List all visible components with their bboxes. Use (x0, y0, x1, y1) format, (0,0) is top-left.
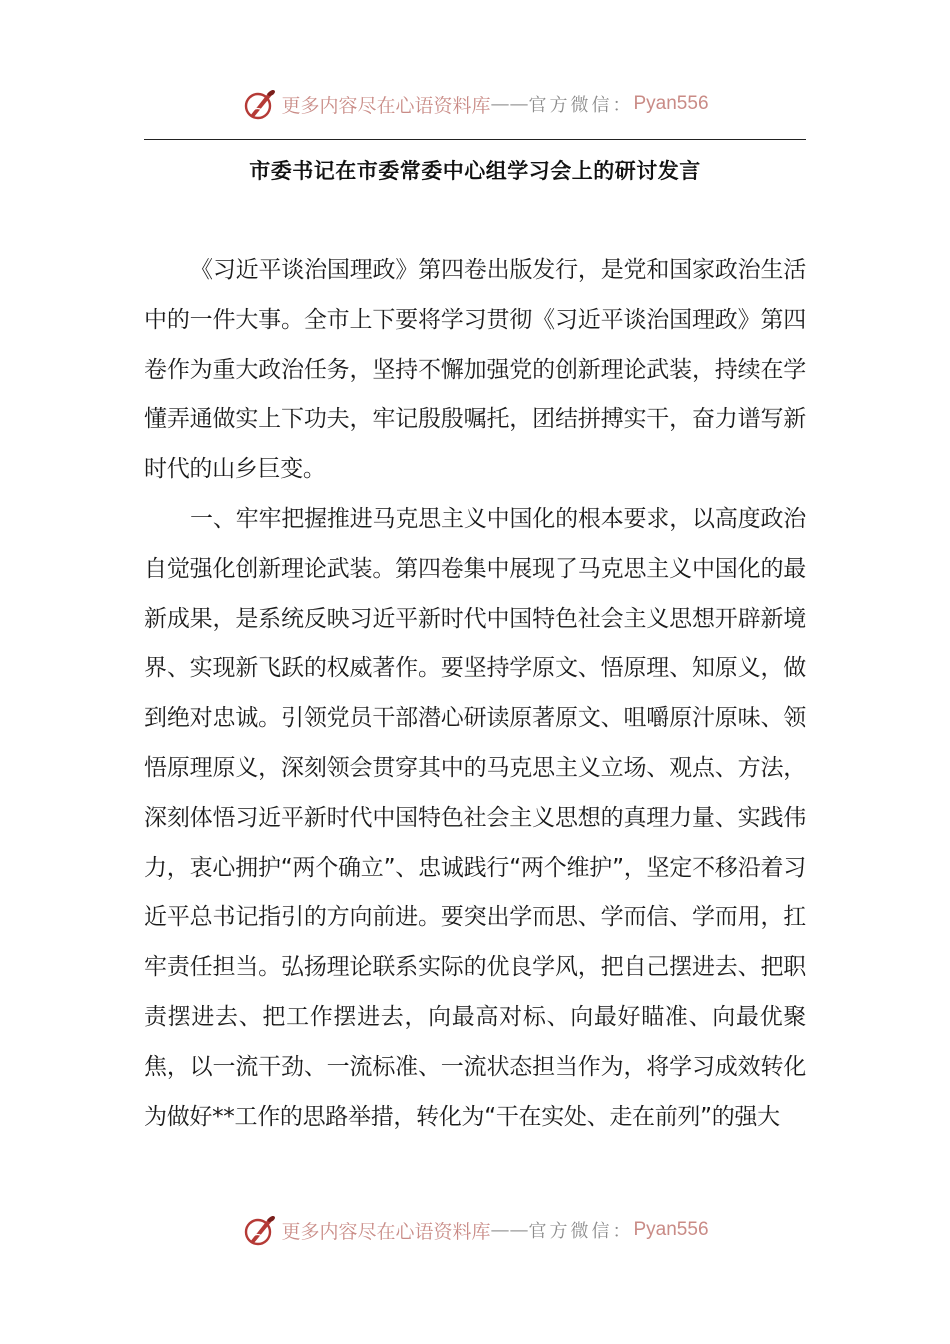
paragraph-section-one: 一、牢牢把握推进马克思主义中国化的根本要求，以高度政治自觉强化创新理论武装。第四卷集中展现了马克思主义中国化的最新成果，是系统反映习近平新时代中国特色社会主义思想开辟新境界、实现新飞跃的权威著作。要坚持学原文、悟原理、知原义，做到绝对忠诚。引领党员干部潜心研读原著原文、咀嚼原汁原味、领悟原理原义，深刻领会贯穿其中的马克思主义立场、观点、方法，深刻体悟习近平新时代中国特色社会主义思想的真理力量、实践伟力，衷心拥护“两个确立”、忠诚践行“两个维护”，坚定不移沿着习近平总书记指引的方向前进。要突出学而思、学而信、学而用，扛牢责任担当。弘扬理论联系实际的优良学风，把自己摆进去、把职责摆进去、把工作摆进去，向最高对标、向最好瞄准、向最优聚焦，以一流干劲、一流标准、一流状态担当作为，将学习成效转化为做好**工作的思路举措，转化为“干在实处、走在前列”的强大 (144, 505, 806, 1130)
banner-subtitle: 官方微信： (528, 95, 634, 116)
header-divider (144, 139, 806, 140)
footer-banner (0, 1208, 950, 1252)
header-banner (0, 82, 950, 126)
banner-wechat-id: Pyan556 (633, 1219, 709, 1240)
banner-wechat-id: Pyan556 (633, 93, 709, 114)
document-title: 市委书记在市委常委中心组学习会上的研讨发言 (249, 159, 701, 183)
document-body (144, 246, 806, 1142)
banner-text: 更多内容尽在心语资料库 (281, 1220, 491, 1243)
banner-separator: —— (490, 93, 529, 115)
banner-subtitle: 官方微信： (528, 1221, 634, 1242)
quill-logo-icon (241, 86, 277, 122)
banner-text: 更多内容尽在心语资料库 (281, 94, 491, 117)
quill-logo-icon (241, 1212, 277, 1248)
paragraph-intro: 《习近平谈治国理政》第四卷出版发行，是党和国家政治生活中的一件大事。全市上下要将学习贯彻《习近平谈治国理政》第四卷作为重大政治任务，坚持不懈加强党的创新理论武装，持续在学懂弄通做实上下功夫，牢记殷殷嘱托，团结拼搏实干，奋力谱写新时代的山乡巨变。 (144, 257, 806, 483)
banner-separator: —— (490, 1219, 529, 1241)
